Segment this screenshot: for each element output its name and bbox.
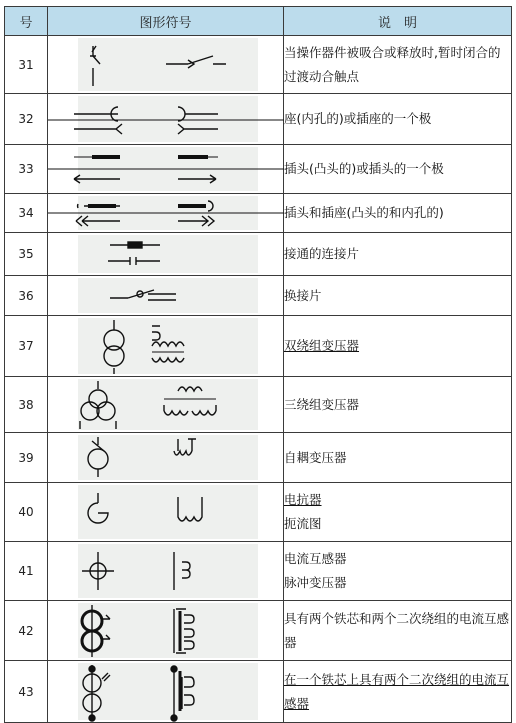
table-row — [5, 94, 512, 145]
header-symbol: 图形符号 — [48, 7, 284, 36]
desc-text: 自耦变压器 — [284, 449, 347, 465]
changeover-link-icon — [48, 276, 284, 315]
symbol-cell — [48, 316, 284, 377]
ct-two-cores-icon — [48, 601, 284, 660]
current-transformer-icon — [48, 542, 284, 600]
row-description — [284, 433, 512, 483]
table-row — [5, 483, 512, 542]
table-row — [5, 194, 512, 233]
symbol-cell — [48, 145, 284, 194]
table-row — [5, 433, 512, 483]
desc-text: 电流互感器 — [284, 551, 347, 566]
desc-text: 当操作器件被吸合或释放时,暂时闭合的过渡动合触点 — [284, 44, 501, 84]
desc-text: 双绕组变压器 — [284, 338, 360, 353]
table-row — [5, 145, 512, 194]
header-desc: 说 明 — [284, 7, 512, 36]
header-row — [5, 7, 512, 36]
symbol-table — [4, 6, 512, 723]
row-number: 31 — [5, 36, 48, 94]
symbol-cell — [48, 276, 284, 316]
row-description — [284, 483, 512, 542]
row-number: 35 — [5, 233, 48, 276]
desc-text: 扼流图 — [284, 516, 322, 531]
symbol-cell — [48, 433, 284, 483]
transitional-contact-icon — [48, 36, 284, 93]
row-number: 38 — [5, 377, 48, 433]
table-row — [5, 36, 512, 94]
desc-text: 插头(凸头的)或插头的一个极 — [284, 161, 444, 176]
row-description — [284, 94, 512, 145]
desc-text: 电抗器 — [284, 492, 322, 507]
plug-pole-icon — [48, 145, 284, 193]
table-row — [5, 276, 512, 316]
row-description — [284, 194, 512, 233]
desc-text: 接通的连接片 — [284, 246, 360, 261]
desc-text: 在一个铁芯上具有两个二次绕组的电流互感器 — [284, 671, 510, 711]
row-description — [284, 377, 512, 433]
table-row — [5, 542, 512, 601]
socket-pole-icon — [48, 94, 284, 144]
row-description — [284, 233, 512, 276]
table-row — [5, 377, 512, 433]
header-num: 号 — [5, 7, 48, 36]
table-row — [5, 661, 512, 723]
table-row — [5, 233, 512, 276]
row-number: 39 — [5, 433, 48, 483]
two-winding-transformer-icon — [48, 316, 284, 376]
row-number: 36 — [5, 276, 48, 316]
desc-text: 具有两个铁芯和两个二次绕组的电流互感器 — [284, 610, 510, 650]
symbol-cell — [48, 94, 284, 145]
symbol-cell — [48, 542, 284, 601]
row-number: 34 — [5, 194, 48, 233]
autotransformer-icon — [48, 433, 284, 482]
symbol-cell — [48, 483, 284, 542]
row-description — [284, 36, 512, 94]
symbol-cell — [48, 233, 284, 276]
row-number: 37 — [5, 316, 48, 377]
symbol-cell — [48, 601, 284, 661]
desc-text: 三绕组变压器 — [284, 396, 360, 412]
row-description — [284, 542, 512, 601]
symbol-cell — [48, 377, 284, 433]
row-number: 43 — [5, 661, 48, 723]
desc-text: 脉冲变压器 — [284, 575, 347, 590]
reactor-icon — [48, 483, 284, 541]
row-number: 40 — [5, 483, 48, 542]
three-winding-transformer-icon — [48, 377, 284, 432]
table-row — [5, 601, 512, 661]
symbol-cell — [48, 661, 284, 723]
row-description — [284, 316, 512, 377]
row-description — [284, 145, 512, 194]
ct-one-core-icon — [48, 661, 284, 722]
row-number: 32 — [5, 94, 48, 145]
desc-text: 插头和插座(凸头的和内孔的) — [284, 205, 444, 220]
row-number: 42 — [5, 601, 48, 661]
row-number: 33 — [5, 145, 48, 194]
row-description — [284, 276, 512, 316]
symbol-cell — [48, 194, 284, 233]
row-description — [284, 601, 512, 661]
closed-link-icon — [48, 233, 284, 275]
row-number: 41 — [5, 542, 48, 601]
desc-text: 座(内孔的)或插座的一个极 — [284, 111, 432, 126]
desc-text: 换接片 — [284, 287, 322, 303]
table-row — [5, 316, 512, 377]
plug-and-socket-icon — [48, 194, 284, 232]
row-description — [284, 661, 512, 723]
symbol-cell — [48, 36, 284, 94]
